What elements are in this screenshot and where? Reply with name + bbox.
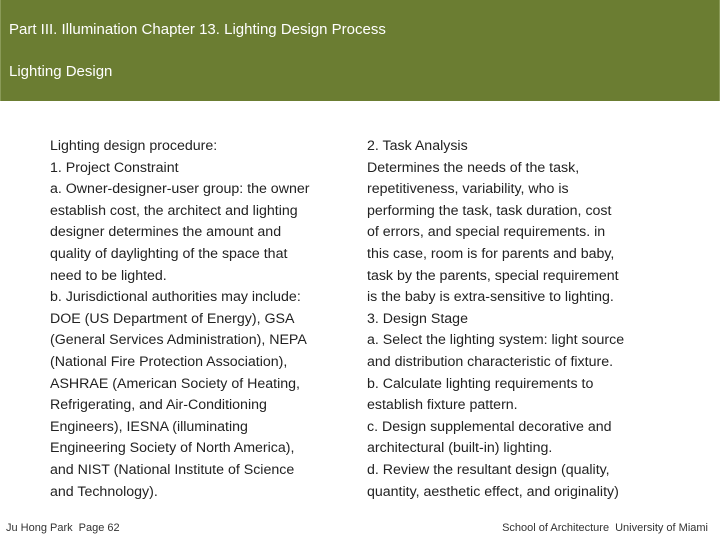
text-line: 2. Task Analysis — [367, 138, 468, 154]
text-line: c. Design supplemental decorative and — [367, 418, 612, 435]
text-line: a. Select the lighting system: light source — [367, 332, 625, 349]
footer-school: School of Architecture — [502, 522, 610, 534]
text-line: this case, room is for parents and baby, — [367, 245, 615, 262]
text-line: establish cost, the architect and lighting — [50, 202, 298, 219]
text-line: Lighting design procedure: — [50, 138, 218, 154]
text-line: d. Review the resultant design (quality, — [367, 461, 610, 478]
text-line: quantity, aesthetic effect, and originality) — [367, 483, 619, 500]
text-line: need to be lighted. — [50, 267, 167, 284]
text-line: and Technology). — [50, 483, 158, 500]
text-line: and NIST (National Institute of Science — [50, 461, 295, 478]
text-line: DOE (US Department of Energy), GSA — [50, 310, 295, 327]
text-line: performing the task, task duration, cost — [367, 202, 612, 219]
slide-header — [0, 0, 720, 101]
text-line: 1. Project Constraint — [50, 159, 179, 176]
slide-subtitle: Lighting Design — [9, 63, 113, 80]
text-line: designer determines the amount and — [50, 224, 282, 241]
text-line: b. Calculate lighting requirements to — [367, 375, 594, 392]
text-line: Engineering Society of North America), — [50, 440, 295, 457]
text-line: Refrigerating, and Air-Conditioning — [50, 397, 267, 414]
text-line: establish fixture pattern. — [367, 397, 518, 414]
text-line: repetitiveness, variability, who is — [367, 181, 569, 198]
text-line: of errors, and special requirements. in — [367, 224, 606, 241]
slide-title: Part III. Illumination Chapter 13. Lighting Design Process — [9, 21, 386, 38]
text-line: and distribution characteristic of fixture. — [367, 353, 614, 370]
text-line: a. Owner-designer-user group: the owner — [50, 181, 310, 198]
text-line: Determines the needs of the task, — [367, 159, 580, 176]
left-column — [50, 136, 368, 503]
text-line: Engineers), IESNA (illuminating — [50, 418, 248, 435]
text-line: (General Services Administration), NEPA — [50, 332, 307, 349]
text-line: quality of daylighting of the space that — [50, 245, 288, 262]
text-line: task by the parents, special requirement — [367, 267, 619, 284]
footer-university: University of Miami — [615, 522, 708, 534]
right-column — [367, 136, 712, 503]
footer-left — [6, 521, 120, 535]
text-line: is the baby is extra-sensitive to lighting. — [367, 289, 614, 306]
text-line: 3. Design Stage — [367, 310, 468, 327]
footer-author: Ju Hong Park — [6, 522, 73, 534]
text-line: b. Jurisdictional authorities may include: — [50, 289, 301, 306]
footer-right — [502, 521, 708, 535]
text-line: (National Fire Protection Association), — [50, 353, 288, 370]
text-line: ASHRAE (American Society of Heating, — [50, 375, 300, 392]
footer-page: Page 62 — [78, 522, 120, 534]
text-line: architectural (built-in) lighting. — [367, 440, 553, 457]
